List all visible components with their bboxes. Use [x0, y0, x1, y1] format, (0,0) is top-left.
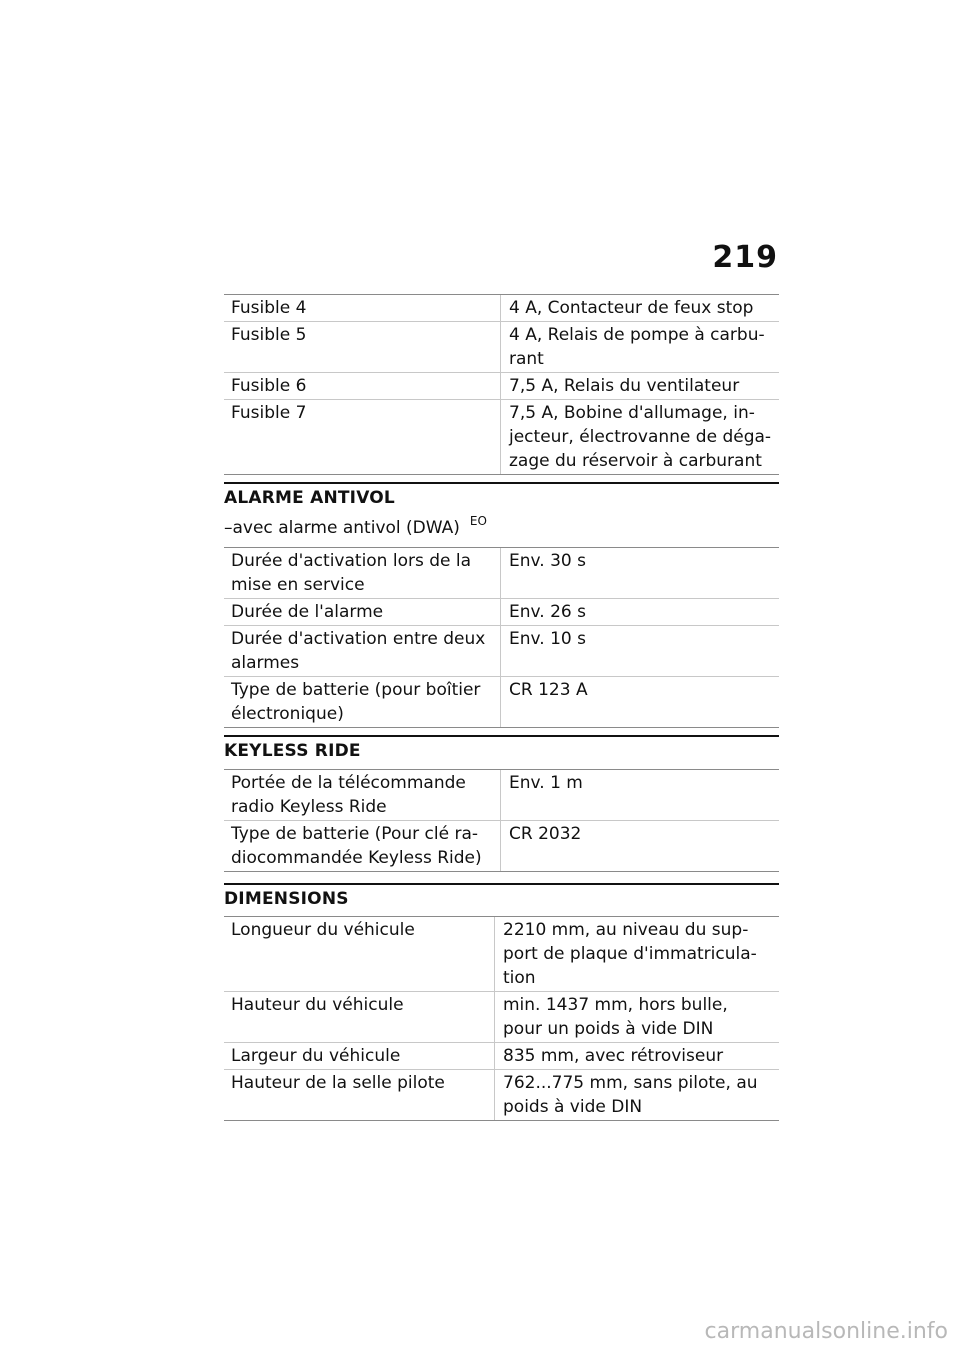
dimension-row	[224, 917, 779, 992]
keyless-row	[224, 821, 779, 872]
watermark-footer: carmanualsonline.info	[704, 1319, 948, 1344]
alarm-note-text: –avec alarme antivol (DWA)	[224, 518, 460, 538]
fuse-row	[224, 373, 779, 400]
spec-label: Durée d'activation lors de la mise en service	[224, 548, 501, 599]
spec-value: 835 mm, avec rétroviseur	[495, 1043, 780, 1070]
spec-value: min. 1437 mm, hors bulle, pour un poids à vide DIN	[495, 992, 780, 1043]
section-heading-dimensions: DIMENSIONS	[224, 883, 779, 909]
spec-value: 762...775 mm, sans pilote, au poids à vide DIN	[495, 1070, 780, 1121]
spec-value: Env. 10 s	[501, 626, 780, 677]
section-heading-keyless: KEYLESS RIDE	[224, 735, 779, 761]
keyless-table	[224, 769, 779, 872]
alarm-table-block	[224, 547, 779, 728]
spec-value: 7,5 A, Relais du ventilateur	[501, 373, 780, 400]
spec-value: Env. 26 s	[501, 599, 780, 626]
spec-value: Env. 30 s	[501, 548, 780, 599]
spec-label: Hauteur de la selle pilote	[224, 1070, 495, 1121]
spec-label: Fusible 6	[224, 373, 501, 400]
keyless-table-block	[224, 769, 779, 872]
spec-value: 4 A, Contacteur de feux stop	[501, 295, 780, 322]
spec-label: Fusible 4	[224, 295, 501, 322]
spec-label: Portée de la télécommande radio Keyless Ride	[224, 770, 501, 821]
page-number: 219	[712, 240, 778, 275]
fuse-row	[224, 322, 779, 373]
spec-label: Type de batterie (pour boîtier électronique)	[224, 677, 501, 728]
fuse-row	[224, 295, 779, 322]
alarm-row	[224, 626, 779, 677]
spec-value: CR 123 A	[501, 677, 780, 728]
spec-label: Largeur du véhicule	[224, 1043, 495, 1070]
alarm-row	[224, 677, 779, 728]
keyless-row	[224, 770, 779, 821]
fuse-row	[224, 400, 779, 475]
dimensions-table-block	[224, 916, 779, 1121]
spec-value: 2210 mm, au niveau du sup- port de plaque d'immatricula- tion	[495, 917, 780, 992]
alarm-note-sup: EO	[469, 514, 487, 528]
fuse-table	[224, 294, 779, 475]
dimension-row	[224, 992, 779, 1043]
alarm-row	[224, 599, 779, 626]
spec-label: Hauteur du véhicule	[224, 992, 495, 1043]
dimensions-table	[224, 916, 779, 1121]
alarm-table	[224, 547, 779, 728]
spec-label: Durée de l'alarme	[224, 599, 501, 626]
spec-label: Durée d'activation entre deux alarmes	[224, 626, 501, 677]
dimension-row	[224, 1043, 779, 1070]
spec-label: Fusible 5	[224, 322, 501, 373]
fuse-table-block	[224, 294, 779, 475]
spec-value: Env. 1 m	[501, 770, 780, 821]
spec-label: Type de batterie (Pour clé ra- diocommandée Keyless Ride)	[224, 821, 501, 872]
spec-label: Fusible 7	[224, 400, 501, 475]
spec-label: Longueur du véhicule	[224, 917, 495, 992]
section-heading-alarm: ALARME ANTIVOL	[224, 482, 779, 508]
spec-value: CR 2032	[501, 821, 780, 872]
spec-value: 4 A, Relais de pompe à carbu- rant	[501, 322, 780, 373]
dimension-row	[224, 1070, 779, 1121]
alarm-note	[224, 514, 487, 538]
alarm-row	[224, 548, 779, 599]
spec-value: 7,5 A, Bobine d'allumage, in- jecteur, électrovanne de déga- zage du réservoir à carburant	[501, 400, 780, 475]
